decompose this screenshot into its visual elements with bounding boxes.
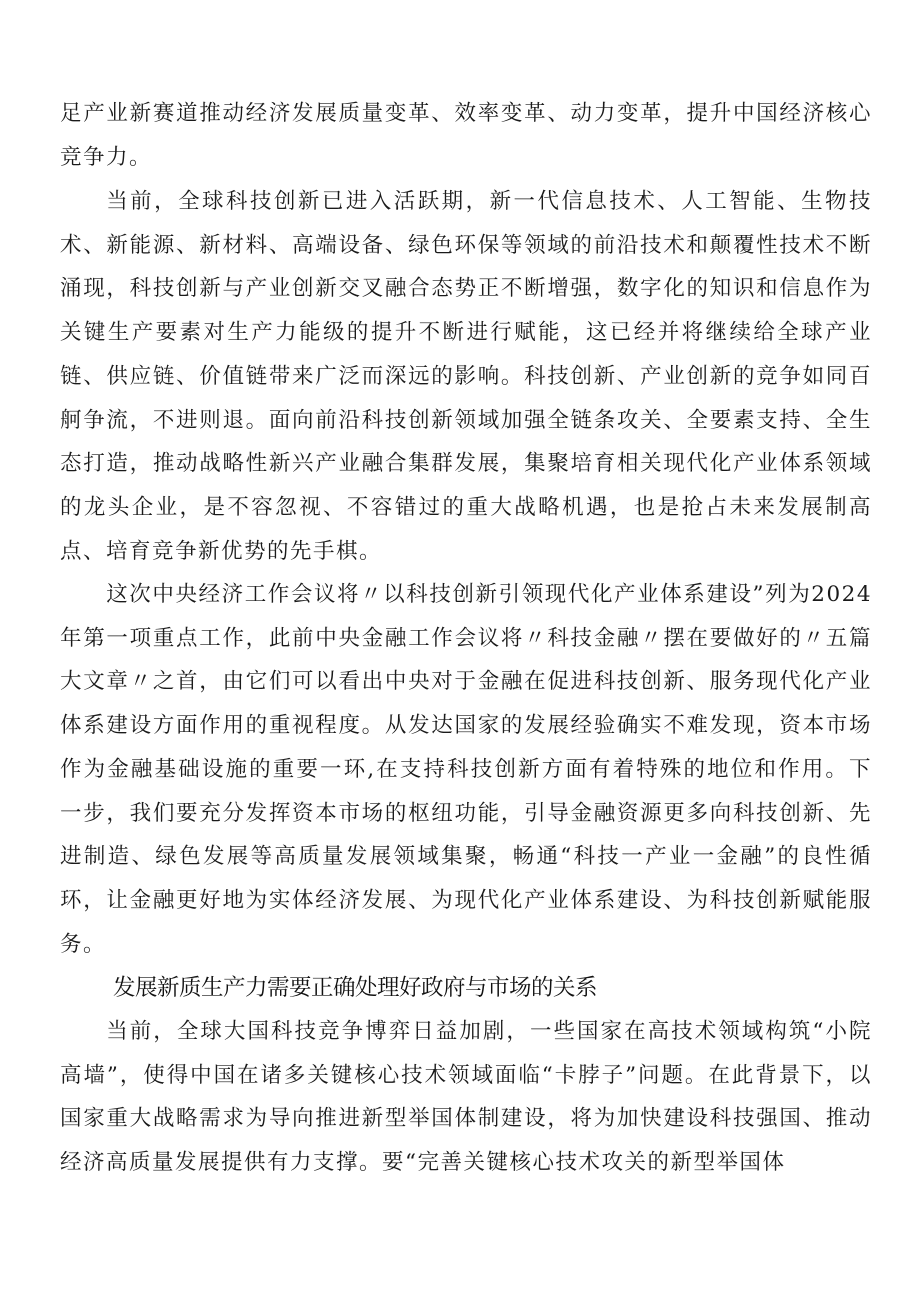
section-heading: 发展新质生产力需要正确处理好政府与市场的关系	[113, 975, 598, 1001]
paragraph-continuation: 足产业新赛道推动经济发展质量变革、效率变革、动力变革，提升中国经济核心竞争力。	[60, 101, 872, 170]
paragraph-global-tech-innovation: 当前，全球科技创新已进入活跃期，新一代信息技术、人工智能、生物技术、新能源、新材料、高端设备、绿色环保等领域的前沿技术和颠覆性技术不断涌现，科技创新与产业创新交叉融合态势正不断增强，数字化的知识和信息作为关键生产要素对生产力能级的提升不断进行赋能，这已经并将继续给全球产业链、供应链、价值链带来广泛而深远的影响。科技创新、产业创新的竞争如同百舸争流，不进则退。面向前沿科技创新领域加强全链条攻关、全要素支持、全生态打造，推动战略性新兴产业融合集群发展，集聚培育相关现代化产业体系领域的龙头企业，是不容忽视、不容错过的重大战略机遇，也是抢占未来发展制高点、培育竞争新优势的先手棋。	[60, 189, 872, 564]
paragraph-economic-work-conference: 这次中央经济工作会议将〃以科技创新引领现代化产业体系建设”列为2024年第一项重点工作，此前中央金融工作会议将〃科技金融〃摆在要做好的〃五篇大文章〃之首，由它们可以看出中央对于金融在促进科技创新、服务现代化产业体系建设方面作用的重视程度。从发达国家的发展经验确实不难发现，资本市场作为金融基础设施的重要一环,在支持科技创新方面有着特殊的地位和作用。下一步，我们要充分发挥资本市场的枢纽功能，引导金融资源更多向科技创新、先进制造、绿色发展等高质量发展领域集聚，畅通“科技一产业一金融”的良性循环，让金融更好地为实体经济发展、为现代化产业体系建设、为科技创新赋能服务。	[60, 582, 872, 957]
paragraph-national-system: 当前，全球大国科技竞争博弈日益加剧，一些国家在高技术领域构筑“小院高墙”，使得中国在诸多关键核心技术领域面临“卡脖子”问题。在此背景下，以国家重大战略需求为导向推进新型举国体制建设，将为加快建设科技强国、推动经济高质量发展提供有力支撑。要“完善关键核心技术攻关的新型举国体	[60, 1019, 872, 1176]
